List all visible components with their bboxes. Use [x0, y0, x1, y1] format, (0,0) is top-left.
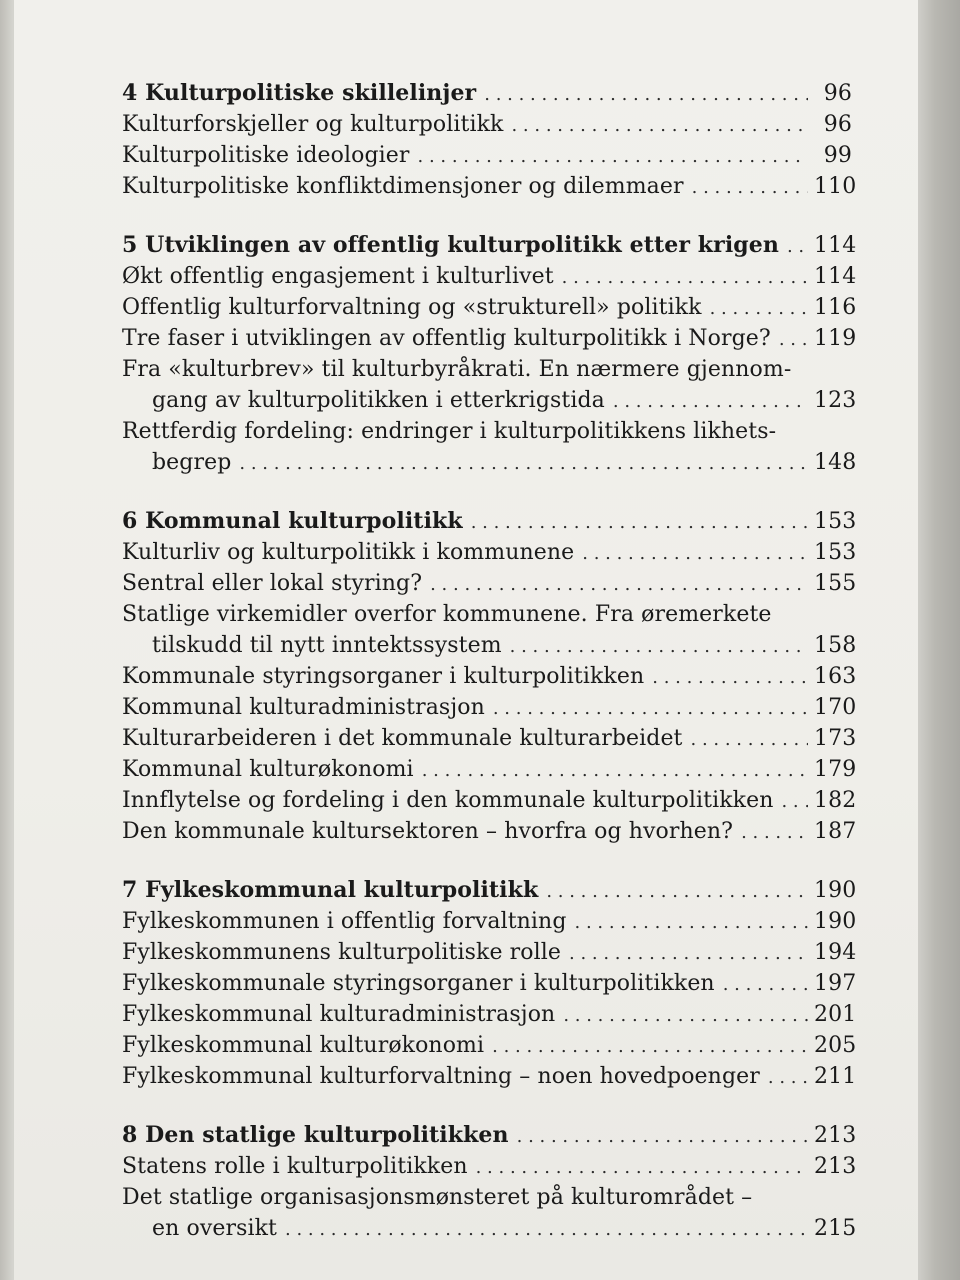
- chapter-title: 5 Utviklingen av offentlig kulturpolitikk etter krigen: [122, 232, 779, 258]
- page-number: 190: [814, 909, 857, 934]
- dot-leader: [569, 938, 808, 969]
- entry-title: en oversikt: [152, 1216, 277, 1241]
- entry-title: Fylkeskommunen i offentlig forvaltning: [122, 909, 567, 934]
- page-number: 170: [814, 695, 857, 720]
- entry-title: Fylkeskommunale styringsorganer i kulturpolitikken: [122, 971, 715, 996]
- chapter-heading: [122, 875, 857, 906]
- chapter-section: [122, 230, 857, 478]
- entry-title: Økt offentlig engasjement i kulturlivet: [122, 264, 554, 289]
- entry-title: Statens rolle i kulturpolitikken: [122, 1154, 468, 1179]
- chapter-title: 6 Kommunal kulturpolitikk: [122, 508, 463, 534]
- page-number: 213: [814, 1154, 857, 1179]
- chapter-title: 4 Kulturpolitiske skillelinjer: [122, 80, 477, 106]
- toc-entry: [122, 1061, 857, 1092]
- book-page: [14, 0, 918, 1280]
- toc-entry: [122, 416, 857, 478]
- toc-entry: [122, 968, 857, 999]
- page-number: 155: [814, 571, 857, 596]
- dot-leader: [582, 538, 808, 569]
- entry-title: Offentlig kulturforvaltning og «strukturell» politikk: [122, 295, 702, 320]
- toc-entry: [122, 171, 857, 202]
- page-number: 179: [814, 757, 857, 782]
- dot-leader: [652, 662, 808, 693]
- page-number: 158: [814, 633, 857, 658]
- dot-leader: [471, 507, 808, 538]
- dot-leader: [493, 693, 808, 724]
- chapter-section: [122, 78, 857, 202]
- dot-leader: [779, 324, 808, 355]
- dot-leader: [239, 448, 808, 479]
- toc-entry: [122, 816, 857, 847]
- dot-leader: [511, 110, 808, 141]
- page-number: 96: [823, 112, 852, 137]
- entry-title: Kommunal kulturadministrasjon: [122, 695, 485, 720]
- dot-leader: [787, 231, 808, 262]
- chapter-heading: [122, 1120, 857, 1151]
- dot-leader: [741, 817, 808, 848]
- chapter-section: [122, 1120, 857, 1244]
- page-number: 153: [814, 540, 857, 565]
- page-number: 163: [814, 664, 857, 689]
- dot-leader: [517, 1121, 808, 1152]
- page-number: 197: [814, 971, 857, 996]
- entry-title: Kulturliv og kulturpolitikk i kommunene: [122, 540, 575, 565]
- entry-title: Innflytelse og fordeling i den kommunale kulturpolitikken: [122, 788, 774, 813]
- page-number: 153: [814, 509, 857, 534]
- toc-entry: [122, 354, 857, 416]
- page-number: 182: [814, 788, 857, 813]
- dot-leader: [613, 386, 808, 417]
- entry-title: Kulturpolitiske ideologier: [122, 143, 410, 168]
- entry-title: Den kommunale kultursektoren – hvorfra og hvorhen?: [122, 819, 734, 844]
- page-number: 173: [814, 726, 857, 751]
- chapter-heading: [122, 78, 852, 109]
- page-number: 201: [814, 1002, 857, 1027]
- page-number: 110: [814, 174, 857, 199]
- dot-leader: [562, 262, 808, 293]
- chapter-heading: [122, 506, 857, 537]
- page-number: 190: [814, 878, 857, 903]
- toc-entry: [122, 1182, 857, 1244]
- toc-entry: [122, 537, 857, 568]
- toc-entry: [122, 1151, 857, 1182]
- table-of-contents: [122, 78, 857, 1272]
- entry-title: begrep: [152, 450, 232, 475]
- dot-leader: [768, 1062, 808, 1093]
- toc-entry: [122, 754, 857, 785]
- entry-title: Fylkeskommunens kulturpolitiske rolle: [122, 940, 562, 965]
- page-number: 114: [814, 264, 857, 289]
- dot-leader: [510, 631, 808, 662]
- page-number: 148: [814, 450, 857, 475]
- page-number: 194: [814, 940, 857, 965]
- entry-title: Tre faser i utviklingen av offentlig kulturpolitikk i Norge?: [122, 326, 771, 351]
- toc-entry: [122, 323, 857, 354]
- toc-entry: [122, 1030, 857, 1061]
- page-number: 205: [814, 1033, 857, 1058]
- page-number: 213: [814, 1123, 857, 1148]
- toc-entry: [122, 723, 857, 754]
- page-number: 187: [814, 819, 857, 844]
- page-number: 215: [814, 1216, 857, 1241]
- toc-entry: [122, 661, 857, 692]
- entry-title-line: Fra «kulturbrev» til kulturbyråkrati. En nærmere gjennom-: [122, 357, 792, 382]
- entry-title: tilskudd til nytt inntektssystem: [152, 633, 502, 658]
- dot-leader: [476, 1152, 808, 1183]
- dot-leader: [422, 755, 808, 786]
- dot-leader: [546, 876, 808, 907]
- page-number: 123: [814, 388, 857, 413]
- entry-title: Fylkeskommunal kulturforvaltning – noen hovedpoenger: [122, 1064, 760, 1089]
- dot-leader: [563, 1000, 808, 1031]
- dot-leader: [781, 786, 808, 817]
- entry-title: Kulturarbeideren i det kommunale kulturarbeidet: [122, 726, 683, 751]
- toc-entry: [122, 568, 857, 599]
- dot-leader: [484, 79, 808, 110]
- page-number: 114: [814, 233, 857, 258]
- entry-title-line: Rettferdig fordeling: endringer i kulturpolitikkens likhets-: [122, 419, 777, 444]
- entry-title-line: Det statlige organisasjonsmønsteret på kulturområdet –: [122, 1185, 753, 1210]
- page-number: 119: [814, 326, 857, 351]
- entry-title: Kulturforskjeller og kulturpolitikk: [122, 112, 504, 137]
- entry-title: Kommunale styringsorganer i kulturpolitikken: [122, 664, 645, 689]
- toc-entry: [122, 999, 857, 1030]
- chapter-section: [122, 506, 857, 847]
- toc-entry: [122, 906, 857, 937]
- entry-title: Fylkeskommunal kulturadministrasjon: [122, 1002, 556, 1027]
- toc-entry: [122, 292, 857, 323]
- page-number: 96: [823, 81, 852, 106]
- chapter-title: 7 Fylkeskommunal kulturpolitikk: [122, 877, 539, 903]
- toc-entry: [122, 109, 852, 140]
- page-number: 99: [823, 143, 852, 168]
- entry-title-line: Statlige virkemidler overfor kommunene. Fra øremerkete: [122, 602, 772, 627]
- dot-leader: [430, 569, 808, 600]
- toc-entry: [122, 261, 857, 292]
- dot-leader: [710, 293, 808, 324]
- toc-entry: [122, 937, 857, 968]
- facing-page-edge: [918, 0, 960, 1280]
- dot-leader: [285, 1214, 808, 1245]
- entry-title: Kulturpolitiske konfliktdimensjoner og dilemmaer: [122, 174, 684, 199]
- dot-leader: [492, 1031, 808, 1062]
- chapter-heading: [122, 230, 857, 261]
- toc-entry: [122, 785, 857, 816]
- dot-leader: [723, 969, 808, 1000]
- entry-title: gang av kulturpolitikken i etterkrigstida: [152, 388, 605, 413]
- entry-title: Kommunal kulturøkonomi: [122, 757, 414, 782]
- dot-leader: [691, 724, 808, 755]
- page-number: 116: [814, 295, 857, 320]
- dot-leader: [418, 141, 808, 172]
- entry-title: Sentral eller lokal styring?: [122, 571, 423, 596]
- toc-entry: [122, 599, 857, 661]
- chapter-section: [122, 875, 857, 1092]
- toc-entry: [122, 692, 857, 723]
- chapter-title: 8 Den statlige kulturpolitikken: [122, 1122, 509, 1148]
- dot-leader: [692, 172, 808, 203]
- page-number: 211: [814, 1064, 857, 1089]
- entry-title: Fylkeskommunal kulturøkonomi: [122, 1033, 485, 1058]
- dot-leader: [575, 907, 808, 938]
- toc-entry: [122, 140, 852, 171]
